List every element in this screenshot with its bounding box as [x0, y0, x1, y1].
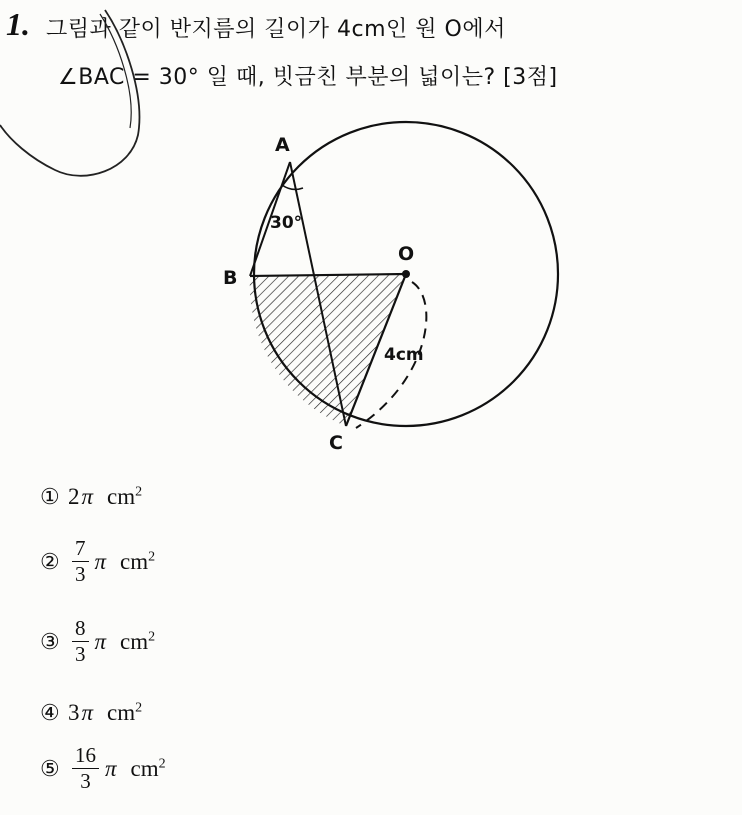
pi-symbol: π [94, 548, 107, 574]
label-o: O [398, 243, 415, 265]
choice-coefficient: 3 [68, 700, 80, 725]
choice-unit: $cm^2$ [107, 700, 143, 725]
choice-mark: ⑤ [40, 755, 60, 781]
handwritten-scribble [0, 10, 139, 176]
choice-unit: $cm^2$ [107, 484, 143, 509]
label-b: B [223, 267, 238, 289]
question-number: 1. [6, 6, 30, 42]
numerator: 8 [72, 618, 89, 642]
choice-3[interactable] [40, 618, 155, 665]
label-radius: 4cm [384, 345, 424, 365]
fraction [72, 538, 89, 585]
choice-mark: ② [40, 548, 60, 574]
pi-symbol: π [105, 755, 117, 781]
numerator: 16 [72, 745, 99, 769]
choice-mark: ③ [40, 628, 60, 654]
choice-5[interactable] [40, 745, 166, 792]
pi-symbol: π [81, 700, 94, 725]
choice-unit: $cm^2$ [120, 628, 156, 654]
handwritten-scribble-2 [100, 14, 131, 128]
choice-1[interactable] [40, 484, 142, 510]
choice-unit: $cm^2$ [120, 548, 156, 574]
label-angle: 30° [270, 213, 303, 233]
pi-symbol: π [94, 628, 107, 654]
choice-unit: $cm^2$ [130, 755, 166, 781]
denominator: 3 [75, 642, 86, 666]
pi-symbol: π [81, 484, 94, 509]
choice-mark: ① [40, 484, 60, 509]
center-point [402, 270, 410, 278]
denominator: 3 [80, 769, 91, 793]
numerator: 7 [72, 538, 89, 562]
label-a: A [275, 134, 290, 156]
choice-mark: ④ [40, 700, 60, 725]
fraction [72, 745, 99, 792]
label-c: C [329, 432, 343, 454]
question-text-line-1: 그림과 같이 반지름의 길이가 4cm인 원 O에서 [46, 17, 506, 42]
denominator: 3 [75, 562, 86, 586]
choice-2[interactable] [40, 538, 155, 585]
question-text-line-2: ∠BAC = 30° 일 때, 빗금친 부분의 넓이는? [3점] [58, 65, 558, 90]
choice-coefficient: 2 [68, 484, 80, 509]
angle-mark [282, 185, 303, 189]
fraction [72, 618, 89, 665]
choice-4[interactable] [40, 700, 142, 726]
